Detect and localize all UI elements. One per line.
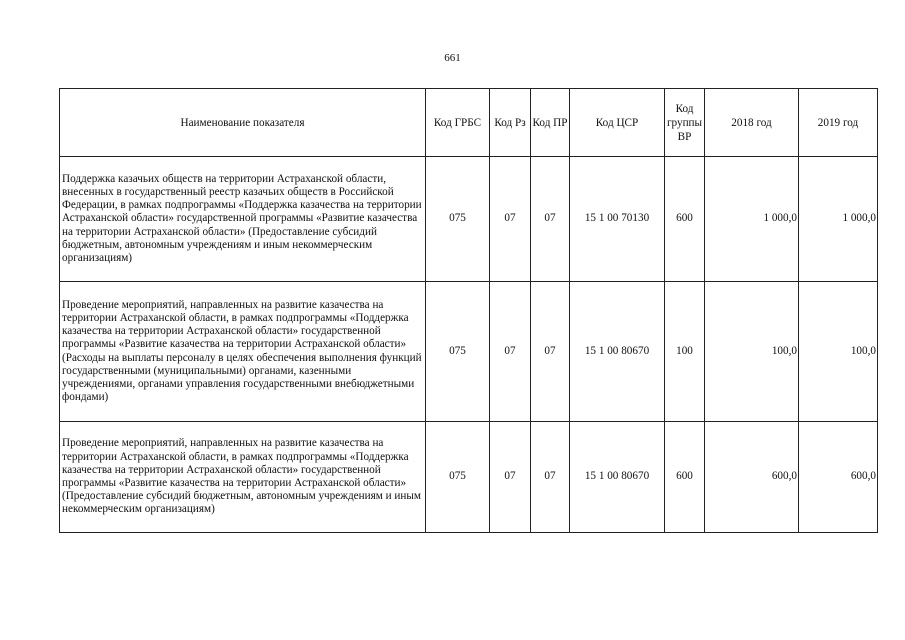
table-row bbox=[60, 422, 878, 533]
row-csr: 15 1 00 80670 bbox=[570, 282, 665, 422]
row-csr: 15 1 00 70130 bbox=[570, 157, 665, 282]
row-2019: 1 000,0 bbox=[799, 157, 878, 282]
budget-table bbox=[59, 88, 878, 533]
header-csr: Код ЦСР bbox=[570, 89, 665, 157]
row-pr: 07 bbox=[531, 282, 570, 422]
row-2018: 100,0 bbox=[705, 282, 799, 422]
header-name: Наименование показателя bbox=[60, 89, 426, 157]
row-rz: 07 bbox=[490, 282, 531, 422]
row-rz: 07 bbox=[490, 422, 531, 533]
row-grbs: 075 bbox=[426, 282, 490, 422]
table-row bbox=[60, 282, 878, 422]
row-rz: 07 bbox=[490, 157, 531, 282]
row-csr: 15 1 00 80670 bbox=[570, 422, 665, 533]
row-name: Поддержка казачьих обществ на территории Астраханской области, внесенных в государственный реестр казачьих обществ в Российской Федерации, в рамках подпрограммы «Поддержка казачества на территории Астраханской области» государственной программы «Развитие казачества на территории Астраханской области» (Предоставление субсидий бюджетным, автономным учреждениям и иным некоммерческим организациям) bbox=[60, 157, 426, 282]
row-vr: 600 bbox=[665, 157, 705, 282]
row-2018: 1 000,0 bbox=[705, 157, 799, 282]
row-2019: 100,0 bbox=[799, 282, 878, 422]
header-vr: Код группы ВР bbox=[665, 89, 705, 157]
header-grbs: Код ГРБС bbox=[426, 89, 490, 157]
header-pr: Код ПР bbox=[531, 89, 570, 157]
row-grbs: 075 bbox=[426, 422, 490, 533]
row-pr: 07 bbox=[531, 422, 570, 533]
row-vr: 600 bbox=[665, 422, 705, 533]
row-name: Проведение мероприятий, направленных на развитие казачества на территории Астраханской области, в рамках подпрограммы «Поддержка казачества на территории Астраханской области» государственной программы «Развитие казачества на территории Астраханской области» (Предоставление субсидий бюджетным, автономным учреждениям и иным некоммерческим организациям) bbox=[60, 422, 426, 533]
header-2018: 2018 год bbox=[705, 89, 799, 157]
table-header-row bbox=[60, 89, 878, 157]
row-vr: 100 bbox=[665, 282, 705, 422]
row-name: Проведение мероприятий, направленных на развитие казачества на территории Астраханской области, в рамках подпрограммы «Поддержка казачества на территории Астраханской области» государственной программы «Развитие казачества на территории Астраханской области» (Расходы на выплаты персоналу в целях обеспечения выполнения функций государственными (муниципальными) органами, казенными учреждениями, органами управления государственными внебюджетными фондами) bbox=[60, 282, 426, 422]
table-row bbox=[60, 157, 878, 282]
header-2019: 2019 год bbox=[799, 89, 878, 157]
row-2018: 600,0 bbox=[705, 422, 799, 533]
row-2019: 600,0 bbox=[799, 422, 878, 533]
row-pr: 07 bbox=[531, 157, 570, 282]
page-number: 661 bbox=[444, 52, 461, 64]
row-grbs: 075 bbox=[426, 157, 490, 282]
header-rz: Код Рз bbox=[490, 89, 531, 157]
